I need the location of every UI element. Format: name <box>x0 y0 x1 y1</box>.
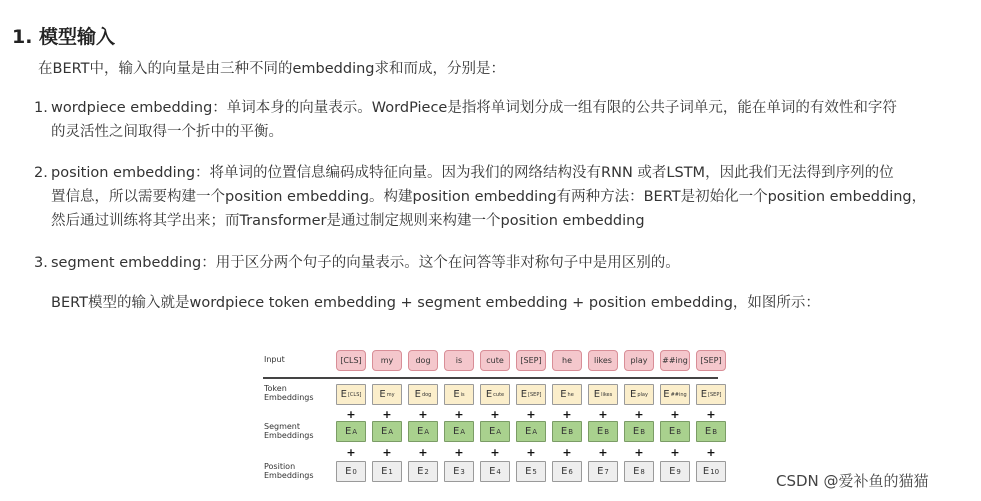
position-embedding-cell: E 6 <box>552 461 582 482</box>
divider-line <box>263 377 718 379</box>
plus-sign: + <box>598 408 608 421</box>
bert-input-diagram <box>258 346 728 494</box>
input-token: [CLS] <box>336 350 366 371</box>
plus-sign: + <box>706 446 716 459</box>
token-row-label: Token Embeddings <box>264 384 314 402</box>
plus-sign: + <box>490 408 500 421</box>
token-embedding-cell: E play <box>624 384 654 405</box>
position-embedding-cell: E 1 <box>372 461 402 482</box>
input-row-label: Input <box>264 355 285 364</box>
position-embedding-cell: E 5 <box>516 461 546 482</box>
position-embedding-cell: E 8 <box>624 461 654 482</box>
segment-embedding-cell: E A <box>516 421 546 442</box>
section-heading: 1. 模型输入 <box>12 26 116 48</box>
segment-embedding-cell: E A <box>480 421 510 442</box>
input-token: likes <box>588 350 618 371</box>
plus-sign: + <box>670 446 680 459</box>
token-embedding-cell: E he <box>552 384 582 405</box>
plus-sign: + <box>382 408 392 421</box>
input-token: my <box>372 350 402 371</box>
token-embedding-cell: E likes <box>588 384 618 405</box>
summary-paragraph: BERT模型的输入就是wordpiece token embedding + segment embedding + position embedding，如图所示： <box>51 295 820 311</box>
segment-embedding-cell: E B <box>696 421 726 442</box>
position-embedding-cell: E 9 <box>660 461 690 482</box>
plus-sign: + <box>598 446 608 459</box>
position-embedding-cell: E 0 <box>336 461 366 482</box>
input-token: [SEP] <box>696 350 726 371</box>
plus-sign: + <box>490 446 500 459</box>
token-embedding-cell: E [CLS] <box>336 384 366 405</box>
plus-sign: + <box>346 446 356 459</box>
plus-sign: + <box>706 408 716 421</box>
list-number: 2. <box>34 165 48 181</box>
segment-embedding-cell: E A <box>372 421 402 442</box>
plus-sign: + <box>454 446 464 459</box>
list-line: 的灵活性之间取得一个折中的平衡。 <box>51 124 283 140</box>
token-embedding-cell: E cute <box>480 384 510 405</box>
input-token: cute <box>480 350 510 371</box>
input-token: play <box>624 350 654 371</box>
plus-sign: + <box>562 408 572 421</box>
list-line: wordpiece embedding：单词本身的向量表示。WordPiece是指将单词划分成一组有限的公共子词单元，能在单词的有效性和字符 <box>51 100 897 116</box>
plus-sign: + <box>526 446 536 459</box>
plus-sign: + <box>634 446 644 459</box>
segment-embedding-cell: E B <box>624 421 654 442</box>
plus-sign: + <box>526 408 536 421</box>
plus-sign: + <box>382 446 392 459</box>
position-embedding-cell: E 10 <box>696 461 726 482</box>
segment-embedding-cell: E A <box>444 421 474 442</box>
list-number: 3. <box>34 255 48 271</box>
plus-sign: + <box>670 408 680 421</box>
list-line: position embedding：将单词的位置信息编码成特征向量。因为我们的网络结构没有RNN 或者LSTM，因此我们无法得到序列的位 <box>51 165 894 181</box>
segment-row-label: Segment Embeddings <box>264 422 314 440</box>
list-line: segment embedding：用于区分两个句子的向量表示。这个在问答等非对称句子中是用区别的。 <box>51 255 680 271</box>
intro-paragraph: 在BERT中，输入的向量是由三种不同的embedding求和而成，分别是： <box>38 61 505 77</box>
segment-embedding-cell: E B <box>588 421 618 442</box>
position-embedding-cell: E 7 <box>588 461 618 482</box>
position-row-label: Position Embeddings <box>264 462 314 480</box>
segment-embedding-cell: E A <box>336 421 366 442</box>
list-line: 然后通过训练将其学出来；而Transformer是通过制定规则来构建一个position embedding <box>51 213 645 229</box>
input-token: is <box>444 350 474 371</box>
segment-embedding-cell: E A <box>408 421 438 442</box>
segment-embedding-cell: E B <box>660 421 690 442</box>
token-embedding-cell: E dog <box>408 384 438 405</box>
plus-sign: + <box>418 408 428 421</box>
plus-sign: + <box>418 446 428 459</box>
position-embedding-cell: E 4 <box>480 461 510 482</box>
segment-embedding-cell: E B <box>552 421 582 442</box>
token-embedding-cell: E ##ing <box>660 384 690 405</box>
list-line: 置信息，所以需要构建一个position embedding。构建position embedding有两种方法：BERT是初始化一个position embedding， <box>51 189 927 205</box>
input-token: [SEP] <box>516 350 546 371</box>
input-token: he <box>552 350 582 371</box>
watermark: CSDN @爱补鱼的猫猫 <box>776 472 929 490</box>
position-embedding-cell: E 2 <box>408 461 438 482</box>
input-token: ##ing <box>660 350 690 371</box>
position-embedding-cell: E 3 <box>444 461 474 482</box>
token-embedding-cell: E [SEP] <box>696 384 726 405</box>
plus-sign: + <box>346 408 356 421</box>
plus-sign: + <box>562 446 572 459</box>
token-embedding-cell: E [SEP] <box>516 384 546 405</box>
list-number: 1. <box>34 100 48 116</box>
plus-sign: + <box>454 408 464 421</box>
token-embedding-cell: E is <box>444 384 474 405</box>
input-token: dog <box>408 350 438 371</box>
plus-sign: + <box>634 408 644 421</box>
token-embedding-cell: E my <box>372 384 402 405</box>
